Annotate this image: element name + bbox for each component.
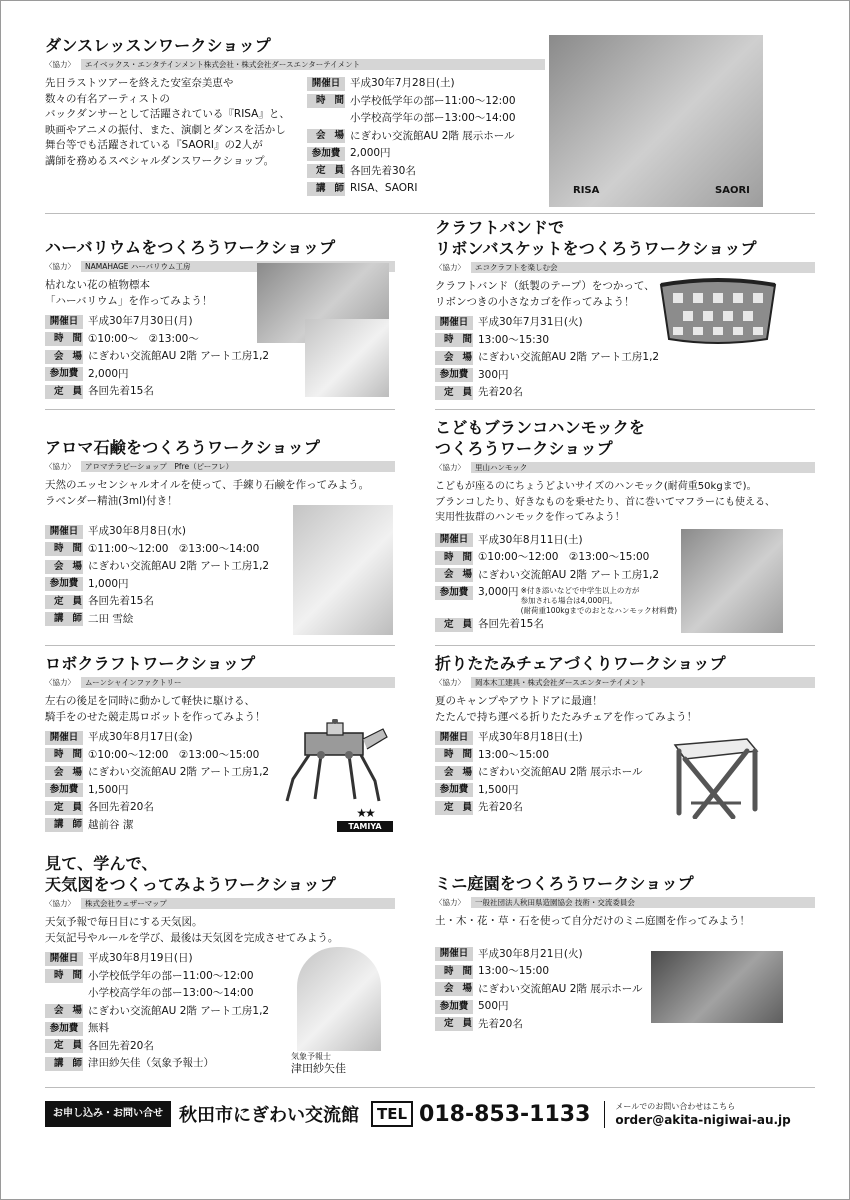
- contact-badge: お申し込み・お問い合せ: [45, 1101, 171, 1127]
- event-info: 開催日 平成30年8月21日(火) 時間 13:00〜15:00 会場 にぎわい交流館AU 2階 展示ホール 参加費 500円 定員 先着20名: [435, 946, 815, 1034]
- event-info: 開催日 平成30年7月30日(月) 時間 ①10:00〜 ②13:00〜 会場 にぎわい交流館AU 2階 アート工房1,2 参加費 2,000円 定員 各回先着15名: [45, 313, 395, 401]
- email-block: メールでのお問い合わせはこちら order@akita-nigiwai-au.jp: [604, 1101, 790, 1128]
- herbarium-hands-photo: [305, 319, 389, 397]
- event-info: 開催日 平成30年8月19日(日) 時間 小学校低学年の部ー11:00〜12:00 小学校高学年の部ー13:00〜14:00 会場 にぎわい交流館AU 2階 アート工房1,2 参加費 無料 定員 各回先着20名 講師 津田紗矢佳（気象予報士）: [45, 950, 395, 1073]
- description: 天気予報で毎日目にする天気図。 天気記号やルールを学び、最後は天気図を完成させてみよう。: [45, 916, 339, 944]
- event-info: 開催日 平成30年8月8日(水) 時間 ①11:00〜12:00 ②13:00〜14:00 会場 にぎわい交流館AU 2階 アート工房1,2 参加費 1,000円 定員 各回先着15名 講師 二田 雪絵: [45, 523, 395, 628]
- divider: [45, 213, 815, 214]
- event-info: 開催日 平成30年8月18日(土) 時間 13:00〜15:00 会場 にぎわい交流館AU 2階 展示ホール 参加費 1,500円 定員 先着20名: [435, 729, 815, 817]
- section-title: 見て、学んで、 天気図をつくってみようワークショップ: [45, 854, 336, 894]
- description: クラフトバンド（紙製のテープ）をつかって、 リボンつきの小さなカゴを作ってみよう！: [435, 280, 655, 308]
- event-info: 開催日 平成30年7月28日(土) 時間 小学校低学年の部ー11:00〜12:00 小学校高学年の部ー13:00〜14:00 会場 にぎわい交流館AU 2階 展示ホール 参加費 2,000円 定員 各回先着30名 講師 RISA、SAORI: [307, 75, 516, 198]
- event-info: 開催日 平成30年8月11日(土) 時間 ①10:00〜12:00 ②13:00〜15:00 会場 にぎわい交流館AU 2階 アート工房1,2 参加費 3,000円 ※付き添いなどで中学生以上の方が 参加される場合は4,000円。 (耐荷重100kgまでのおとなハンモック材料費) 定員 各回先着15名: [435, 532, 815, 634]
- mini-garden-photo: [651, 951, 783, 1023]
- description: 枯れない花の植物標本 「ハーバリウム」を作ってみよう！: [45, 279, 213, 307]
- caption-saori: SAORI: [715, 185, 750, 196]
- divider: [45, 409, 395, 410]
- cooperation: 〈協力〉 一般社団法人秋田県造園協会 技術・交流委員会: [435, 896, 815, 909]
- robot-horse-illustration: [275, 719, 395, 805]
- cooperation: 〈協力〉 ムーンシャインファクトリー: [45, 676, 395, 689]
- cooperation: 〈協力〉 岡本木工建具・株式会社ダースエンターテイメント: [435, 676, 815, 689]
- dance-workshop: [45, 35, 545, 198]
- section-title: 折りたたみチェアづくりワークショップ: [435, 654, 726, 673]
- divider: [435, 645, 815, 646]
- hammock-photo: [681, 529, 783, 633]
- tamiya-logo: ★★ TAMIYA: [337, 805, 393, 837]
- cooperation: 〈協力〉 里山ハンモック: [435, 461, 815, 474]
- email-link[interactable]: order@akita-nigiwai-au.jp: [615, 1112, 791, 1127]
- star-icon: ★★: [356, 806, 374, 820]
- tel-label: TEL: [371, 1101, 413, 1127]
- event-info: 開催日 平成30年7月31日(火) 時間 13:00〜15:30 会場 にぎわい交流館AU 2階 アート工房1,2 参加費 300円 定員 先着20名: [435, 314, 815, 402]
- contact-footer: [45, 1095, 815, 1133]
- description: 夏のキャンプやアウトドアに最適！ たたんで持ち運べる折りたたみチェアを作ってみよう！: [435, 695, 698, 723]
- cooperation: 〈協力〉 エコクラフトを楽しむ会: [435, 261, 815, 274]
- section-title: クラフトバンドで リボンバスケットをつくろうワークショップ: [435, 218, 757, 258]
- folding-chair-illustration: [671, 737, 761, 819]
- cooperation: 〈協力〉 株式会社ウェザーマップ: [45, 897, 395, 910]
- divider: [435, 409, 815, 410]
- description: 土・木・花・草・石を使って自分だけのミニ庭園を作ってみよう！: [435, 915, 750, 927]
- divider: [45, 1087, 815, 1088]
- section-title: ダンスレッスンワークショップ: [45, 36, 272, 55]
- fee-note: ※付き添いなどで中学生以上の方が 参加される場合は4,000円。 (耐荷重100kgまでのおとなハンモック材料費): [520, 586, 678, 615]
- cooperation: 〈協力〉 エイベックス・エンタテインメント株式会社・株式会社ダースエンターテイメント: [45, 58, 545, 71]
- cooperation: 〈協力〉 NAMAHAGE ハーバリウム工房: [45, 260, 395, 273]
- cooperation: 〈協力〉 アロマテラピーショップ Pfre（ピーフレ）: [45, 460, 395, 473]
- section-title: ハーバリウムをつくろうワークショップ: [45, 238, 336, 257]
- soap-photo: [293, 505, 393, 635]
- divider: [45, 645, 395, 646]
- description: こどもが座るのにちょうどよいサイズのハンモック(耐荷重50kgまで)。 ブランコしたり、好きなものを乗せたり、首に巻いてマフラーにも使える、 実用性抜群のハンモックを作ってみよう！: [435, 481, 775, 523]
- section-title: ロボクラフトワークショップ: [45, 654, 256, 673]
- caption-risa: RISA: [573, 185, 600, 196]
- weather-presenter-photo: [297, 947, 381, 1051]
- description: 天然のエッセンシャルオイルを使って、手練り石鹸を作ってみよう。 ラベンダー精油(3ml)付き！: [45, 479, 370, 507]
- description: 左右の後足を同時に動かして軽快に駆ける、 騎手をのせた競走馬ロボットを作ってみよう！: [45, 695, 266, 723]
- basket-illustration: [655, 277, 781, 347]
- presenter-caption: 気象予報士 津田紗矢佳: [291, 1052, 346, 1075]
- description: 先日ラストツアーを終えた安室奈美恵や 数々の有名アーティストの バックダンサーとして活躍されている『RISA』と、 映画やアニメの振付、また、演劇とダンスを活かし 舞台等でも活躍されている『SAORI』の2人が 講師を務めるスペシャルダンスワークショップ。: [45, 77, 290, 167]
- section-title: こどもブランコハンモックを つくろうワークショップ: [435, 418, 646, 458]
- organizer-name: 秋田市にぎわい交流館: [179, 1105, 359, 1126]
- section-title: ミニ庭園をつくろうワークショップ: [435, 874, 694, 893]
- dancers-photo: [549, 35, 763, 207]
- event-info: 開催日 平成30年8月17日(金) 時間 ①10:00〜12:00 ②13:00〜15:00 会場 にぎわい交流館AU 2階 アート工房1,2 参加費 1,500円 定員 各回先着20名 講師 越前谷 潔: [45, 729, 395, 834]
- phone-number[interactable]: 018-853-1133: [419, 1101, 591, 1127]
- section-title: アロマ石鹸をつくろうワークショップ: [45, 438, 321, 457]
